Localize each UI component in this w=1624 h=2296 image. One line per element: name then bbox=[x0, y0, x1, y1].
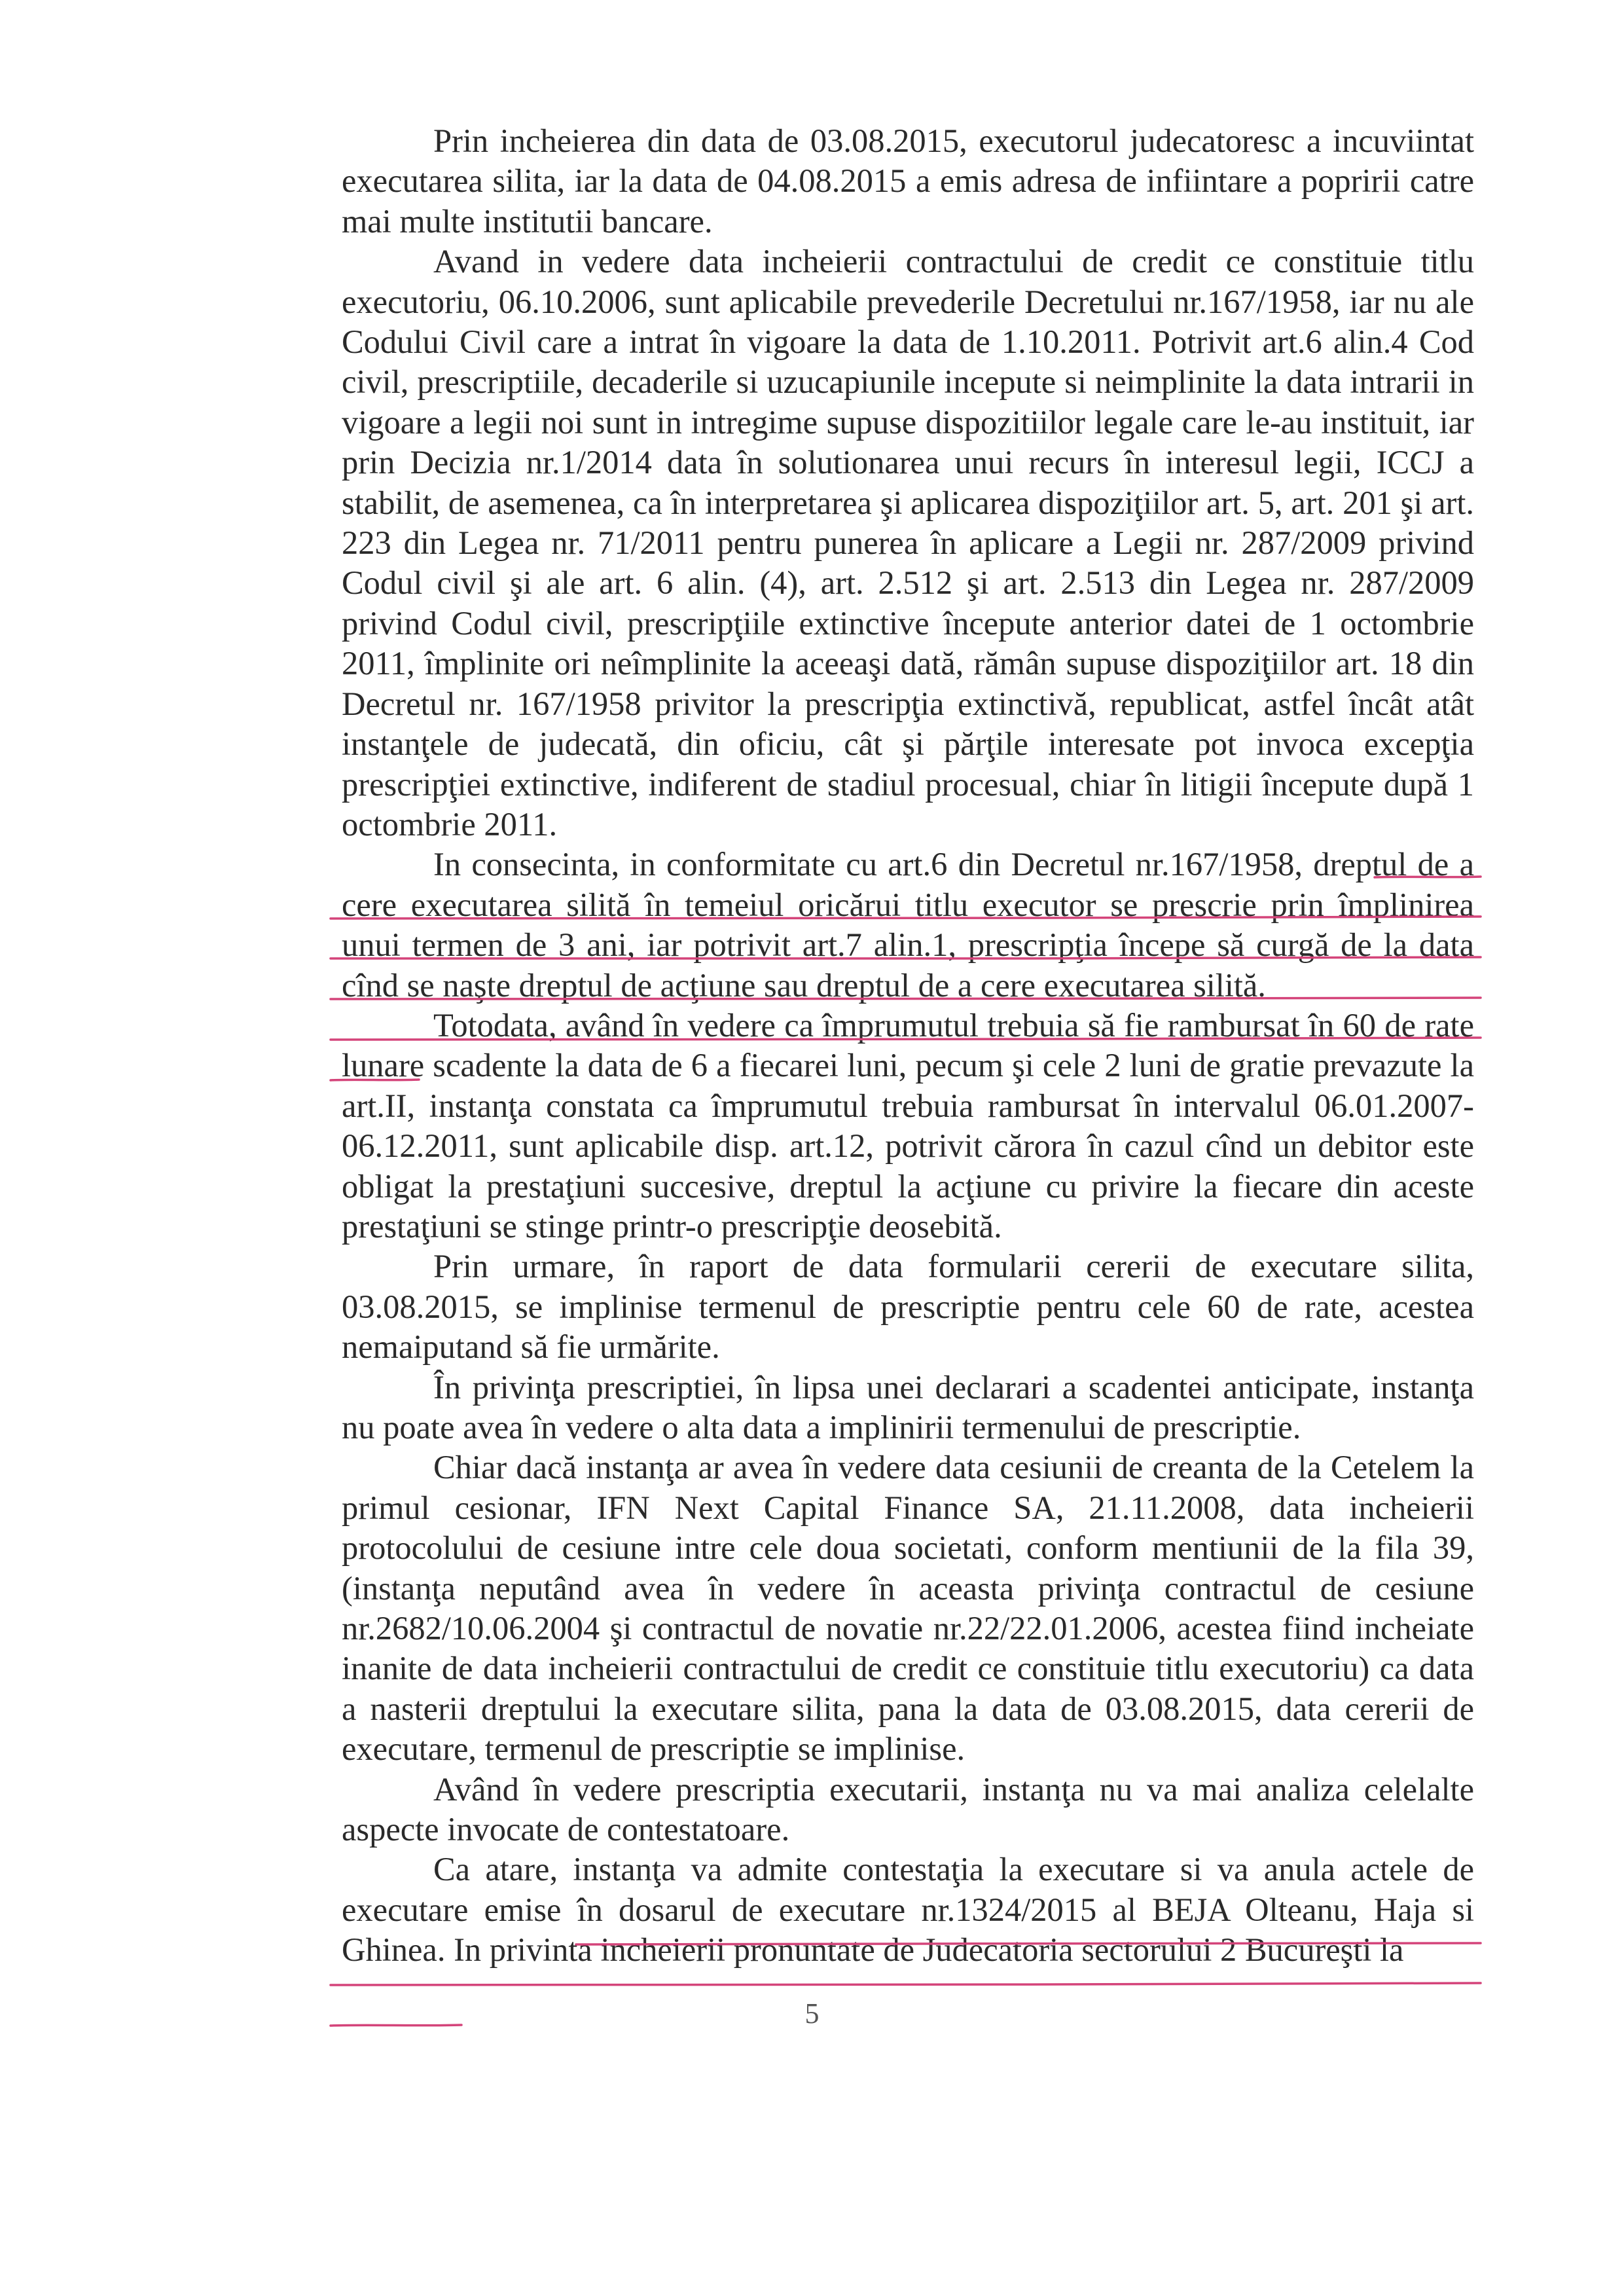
paragraph-1: Prin incheierea din data de 03.08.2015, executorul judecatoresc a incuviintat executarea silita, iar la data de 04.08.2015 a emis adresa de infiintare a popririi catre mai multe institutii bancare. bbox=[342, 122, 1474, 240]
paragraph-9: Ca atare, instanţa va admite contestaţia la executare si va anula actele de executare emise în dosarul de executare nr.1324/2015 al BEJA Olteanu, Haja si Ghinea. In privinta incheierii pronuntate de Judecatoria sectorului 2 Bucureşti la bbox=[342, 1851, 1474, 1969]
paragraph-5: Prin urmare, în raport de data formularii cererii de executare silita, 03.08.2015, se implinise termenul de prescriptie pentru cele 60 de rate, acestea nemaiputand să fie urmărite. bbox=[342, 1248, 1474, 1366]
paragraph-4: Totodata, având în vedere ca împrumutul trebuia să fie rambursat în 60 de rate lunare scadente la data de 6 a fiecarei luni, pecum şi cele 2 luni de gratie prevazute la art.II, instanţa constata ca împrumutul trebuia rambursat în intervalul 06.01.2007-06.12.2011, sunt aplicabile disp. art.12, potrivit cărora în cazul cînd un debitor este obligat la prestaţiuni succesive, dreptul la acţiune cu privire la fiecare din aceste prestaţiuni se stinge printr-o prescripţie deosebită. bbox=[342, 1006, 1474, 1245]
paragraph-2: Avand in vedere data incheierii contractului de credit ce constituie titlu executoriu, 06.10.2006, sunt aplicabile prevederile Decretului nr.167/1958, iar nu ale Codului Civil care a intrat în vigoare la data de 1.10.2011. Potrivit art.6 alin.4 Cod civil, prescriptiile, decaderile si uzucapiunile incepute si neimplinite la data intrarii in vigoare a legii noi sunt in intregime supuse dispozitiilor legale care le-au instituit, iar prin Decizia nr.1/2014 data în solutionarea unui recurs în interesul legii, ICCJ a stabilit, de asemenea, ca în interpretarea şi aplicarea dispoziţiilor art. 5, art. 201 şi art. 223 din Legea nr. 71/2011 pentru punerea în aplicare a Legii nr. 287/2009 privind Codul civil şi ale art. 6 alin. (4), art. 2.512 şi art. 2.513 din Legea nr. 287/2009 privind Codul civil, prescripţiile extinctive începute anterior datei de 1 octombrie 2011, împlinite ori neîmplinite la aceeaşi dată, rămân supuse dispoziţiilor art. 18 din Decretul nr. 167/1958 privitor la prescripţia extinctivă, republicat, astfel încât atât instanţele de judecată, din oficiu, cât şi părţile interesate pot invoca excepţia prescripţiei extinctive, indiferent de stadiul procesual, chiar în litigii începute după 1 octombrie 2011. bbox=[342, 243, 1474, 843]
paragraph-3: In consecinta, in conformitate cu art.6 din Decretul nr.167/1958, dreptul de a cere executarea silită în temeiul oricărui titlu executor se prescrie prin împlinirea unui termen de 3 ani, iar potrivit art.7 alin.1, prescripţia începe să curgă de la data cînd se naşte dreptul de acţiune sau dreptul de a cere executarea silită. bbox=[342, 846, 1474, 1004]
paragraph-8: Având în vedere prescriptia executarii, instanţa nu va mai analiza celelalte aspecte invocate de contestatoare. bbox=[342, 1770, 1474, 1848]
underline-mark bbox=[331, 1983, 1481, 1985]
document-body bbox=[342, 121, 1474, 1971]
paragraph-6: În privinţa prescriptiei, în lipsa unei declarari a scadentei anticipate, instanţa nu poate avea în vedere o alta data a implinirii termenului de prescriptie. bbox=[342, 1368, 1474, 1446]
paragraph-7: Chiar dacă instanţa ar avea în vedere data cesiunii de creanta de la Cetelem la primul cesionar, IFN Next Capital Finance SA, 21.11.2008, data incheierii protocolului de cesiune intre cele doua societati, conform mentiunii de la fila 39, (instanţa neputând avea în vedere în aceasta privinţa contractul de cesiune nr.2682/10.06.2004 şi contractul de novatie nr.22/22.01.2006, acestea fiind incheiate inanite de data incheierii contractului de credit ce constituie titlu executoriu) ca data a nasterii dreptului la executare silita, pana la data de 03.08.2015, data cererii de executare, termenul de prescriptie se implinise. bbox=[342, 1449, 1474, 1768]
page-number: 5 bbox=[804, 1997, 820, 2030]
